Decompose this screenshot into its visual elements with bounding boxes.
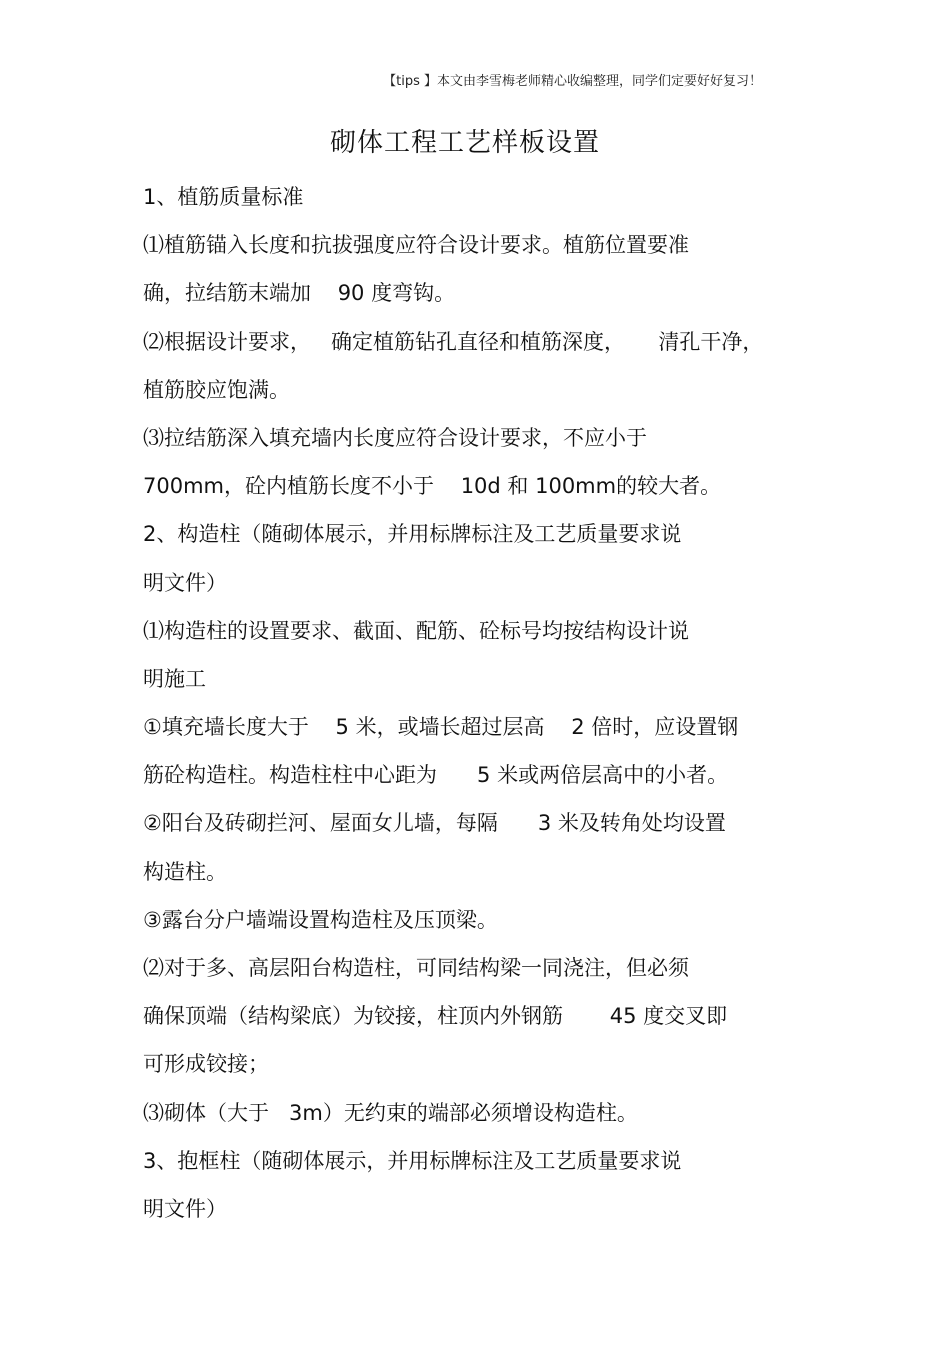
text-line: ③露台分户墙端设置构造柱及压顶梁。 [143, 907, 498, 932]
text-line: 可形成铰接； [143, 1052, 269, 1077]
text-line: 3、抱框柱（随砌体展示，并用标牌标注及工艺质量要求说 [143, 1148, 682, 1173]
text-line: 明文件） [143, 570, 227, 595]
text-line: 植筋胶应饱满。 [143, 377, 290, 402]
text-line: ⑵对于多、高层阳台构造柱，可同结构梁一同浇注，但必须 [143, 956, 689, 980]
text-line: 明施工 [143, 666, 206, 691]
text-line: 确保顶端（结构梁底）为铰接，柱顶内外钢筋 45 度交叉即 [143, 1004, 728, 1029]
text-line: ⑵根据设计要求， 确定植筋钻孔直径和植筋深度， 清孔干净， [143, 329, 764, 354]
document-body [143, 180, 803, 1240]
tips-header: 【tips 】本文由李雪梅老师精心收编整理，同学们定要好好复习！ [383, 74, 762, 89]
text-line: 2、构造柱（随砌体展示，并用标牌标注及工艺质量要求说 [143, 522, 682, 547]
text-line: ①填充墙长度大于 5 米，或墙长超过层高 2 倍时，应设置钢 [143, 715, 739, 740]
text-line: 筋砼构造柱。构造柱柱中心距为 5 米或两倍层高中的小者。 [143, 763, 729, 788]
text-line: ⑶拉结筋深入填充墙内长度应符合设计要求，不应小于 [143, 425, 647, 450]
text-line: 构造柱。 [143, 859, 227, 884]
text-line: 700mm，砼内植筋长度不小于 10d 和 100mm的较大者。 [143, 474, 722, 499]
text-line: 明文件） [143, 1196, 227, 1221]
text-line: ⑶砌体（大于 3m）无约束的端部必须增设构造柱。 [143, 1100, 638, 1125]
text-line: ⑴构造柱的设置要求、截面、配筋、砼标号均按结构设计说 [143, 618, 689, 643]
text-line: ②阳台及砖砌拦河、屋面女儿墙，每隔 3 米及转角处均设置 [143, 811, 726, 836]
text-line: 确，拉结筋末端加 90 度弯钩。 [143, 281, 456, 306]
page-title: 砌体工程工艺样板设置 [329, 128, 600, 158]
text-line: ⑴植筋锚入长度和抗拔强度应符合设计要求。植筋位置要准 [143, 233, 689, 258]
text-line: 1、植筋质量标准 [143, 185, 304, 209]
